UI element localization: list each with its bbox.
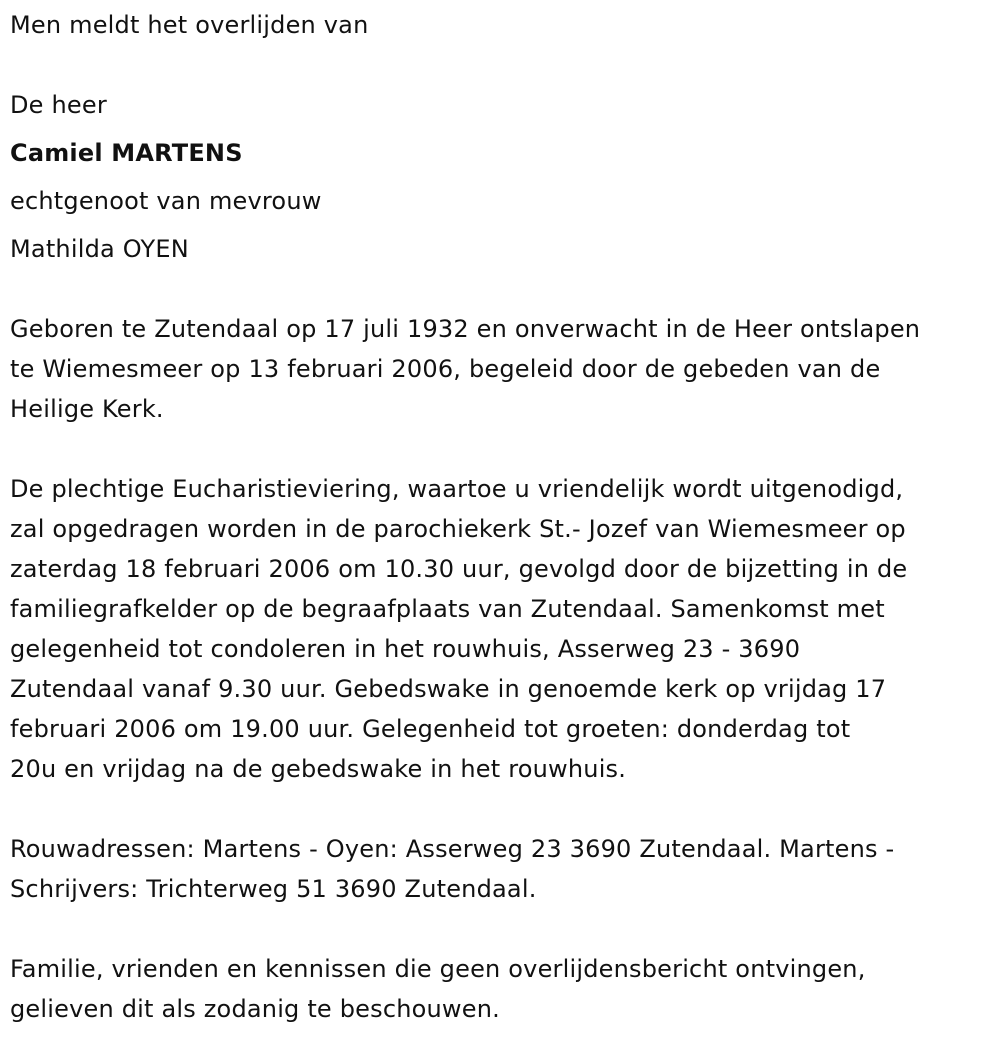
paragraph-line: Familie, vrienden en kennissen die geen overlijdensbericht ontvingen, [10, 955, 866, 983]
paragraph-line: 20u en vrijdag na de gebedswake in het rouwhuis. [10, 755, 627, 783]
paragraph-line: Heilige Kerk. [10, 395, 164, 423]
paragraph-line: zal opgedragen worden in de parochiekerk St.- Jozef van Wiemesmeer op [10, 515, 906, 543]
paragraph-line: familiegrafkelder op de begraafplaats van Zutendaal. Samenkomst met [10, 595, 885, 623]
deceased-name: Camiel MARTENS [10, 139, 243, 167]
paragraph-line: Zutendaal vanaf 9.30 uur. Gebedswake in genoemde kerk op vrijdag 17 [10, 675, 887, 703]
paragraph-line: Geboren te Zutendaal op 17 juli 1932 en onverwacht in de Heer ontslapen [10, 315, 921, 343]
spouse-name: Mathilda OYEN [10, 235, 189, 263]
relation-text: echtgenoot van mevrouw [10, 187, 322, 215]
paragraph-line: februari 2006 om 19.00 uur. Gelegenheid tot groeten: donderdag tot [10, 715, 851, 743]
paragraph-line: De plechtige Eucharistieviering, waartoe u vriendelijk wordt uitgenodigd, [10, 475, 904, 503]
paragraph-line: gelieven dit als zodanig te beschouwen. [10, 995, 500, 1023]
paragraph-line: gelegenheid tot condoleren in het rouwhuis, Asserweg 23 - 3690 [10, 635, 801, 663]
honorific: De heer [10, 91, 107, 119]
intro-text: Men meldt het overlijden van [10, 11, 369, 39]
paragraph-line: Rouwadressen: Martens - Oyen: Asserweg 23 3690 Zutendaal. Martens - [10, 835, 895, 863]
paragraph-line: te Wiemesmeer op 13 februari 2006, begeleid door de gebeden van de [10, 355, 881, 383]
paragraph-line: zaterdag 18 februari 2006 om 10.30 uur, gevolgd door de bijzetting in de [10, 555, 908, 583]
paragraph-line: Schrijvers: Trichterweg 51 3690 Zutendaal. [10, 875, 537, 903]
